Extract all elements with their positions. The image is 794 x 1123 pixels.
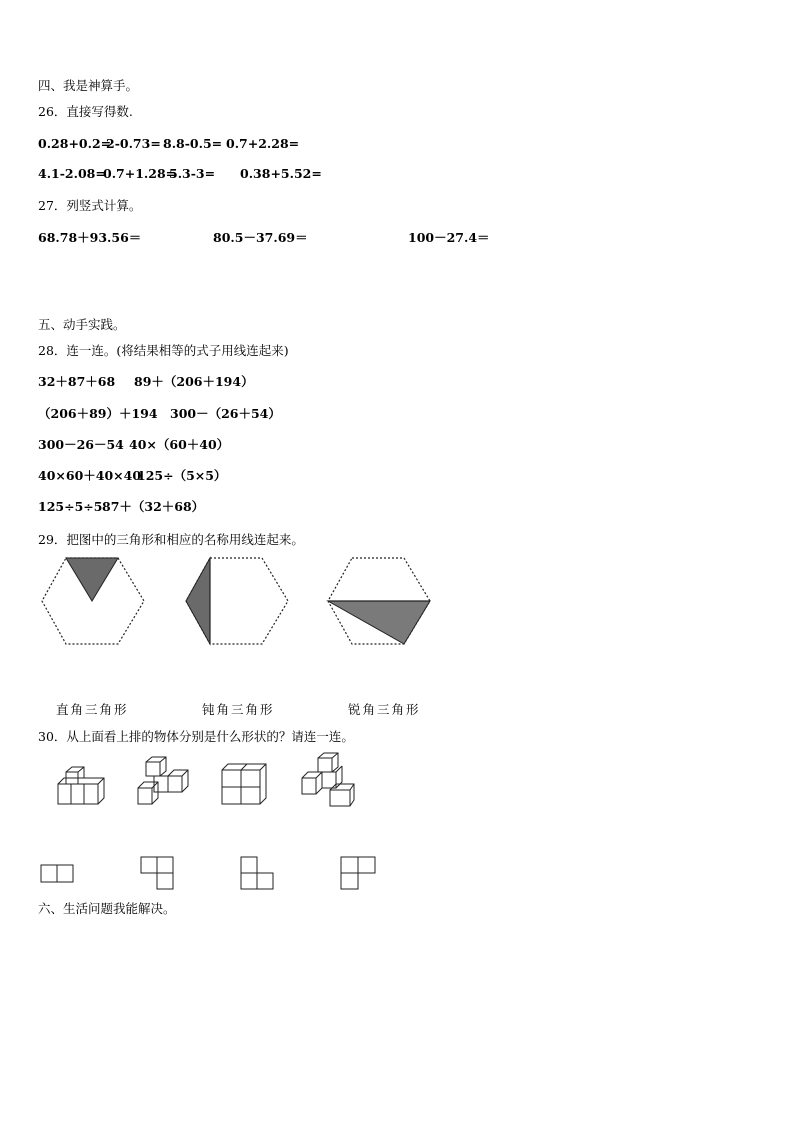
hexagon-figure-2 xyxy=(184,556,290,646)
q26-expr: 0.38+5.52= xyxy=(240,166,322,181)
q26-expr: 2-0.73= xyxy=(106,136,161,151)
q26-expr: 8.8-0.5= xyxy=(163,136,223,151)
q26-expr: 0.28+0.2= xyxy=(38,136,112,151)
hexagon-figure-1 xyxy=(40,556,146,646)
triangle-name: 钝角三角形 xyxy=(202,702,275,717)
q28-left-expr: 32＋87＋68 xyxy=(38,374,116,389)
shaded-triangle xyxy=(186,558,210,644)
top-view-3 xyxy=(240,856,276,892)
cube-object-1 xyxy=(56,770,106,810)
q26-expr: 4.1-2.08= xyxy=(38,166,106,181)
cube-object-4 xyxy=(300,756,354,808)
section6-title: 六、生活问题我能解决。 xyxy=(38,901,176,916)
q26-expr: 0.7+1.28= xyxy=(103,166,177,181)
q27-expr: 100－27.4＝ xyxy=(408,230,490,245)
cube-object-3 xyxy=(220,762,268,806)
q26-label: 26．直接写得数. xyxy=(38,104,133,119)
hexagon-figure-3 xyxy=(326,556,432,646)
triangle-name: 锐角三角形 xyxy=(348,702,421,717)
q28-right-expr: 300－（26＋54） xyxy=(170,406,281,421)
section5-title: 五、动手实践。 xyxy=(38,317,126,332)
top-view-2 xyxy=(140,856,176,892)
q27-expr: 80.5－37.69＝ xyxy=(213,230,308,245)
q28-right-expr: 40×（60＋40） xyxy=(129,437,230,452)
q27-expr: 68.78＋93.56＝ xyxy=(38,230,142,245)
q28-left-expr: 40×60＋40×40 xyxy=(38,468,142,483)
section4-title: 四、我是神算手。 xyxy=(38,78,139,93)
top-view-1 xyxy=(40,864,76,884)
q28-right-expr: 125÷（5×5） xyxy=(137,468,227,483)
q26-expr: 0.7+2.28= xyxy=(226,136,300,151)
shaded-triangle xyxy=(328,601,430,644)
cube-object-2 xyxy=(136,760,188,810)
triangle-name: 直角三角形 xyxy=(56,702,129,717)
q28-right-expr: 89＋（206＋194） xyxy=(134,374,254,389)
q29-label: 29．把图中的三角形和相应的名称用线连起来。 xyxy=(38,532,304,547)
q28-label: 28．连一连。(将结果相等的式子用线连起来) xyxy=(38,343,289,358)
q28-left-expr: （206＋89）＋194 xyxy=(38,406,158,421)
q26-expr: 5.3-3= xyxy=(169,166,216,181)
shaded-triangle xyxy=(66,558,118,601)
q28-left-expr: 125÷5÷5 xyxy=(38,499,103,514)
q28-right-expr: 87＋（32＋68） xyxy=(102,499,205,514)
q28-left-expr: 300－26－54 xyxy=(38,437,124,452)
top-view-4 xyxy=(340,856,378,892)
q30-label: 30．从上面看上排的物体分别是什么形状的？请连一连。 xyxy=(38,729,354,744)
q27-label: 27．列竖式计算。 xyxy=(38,198,142,213)
